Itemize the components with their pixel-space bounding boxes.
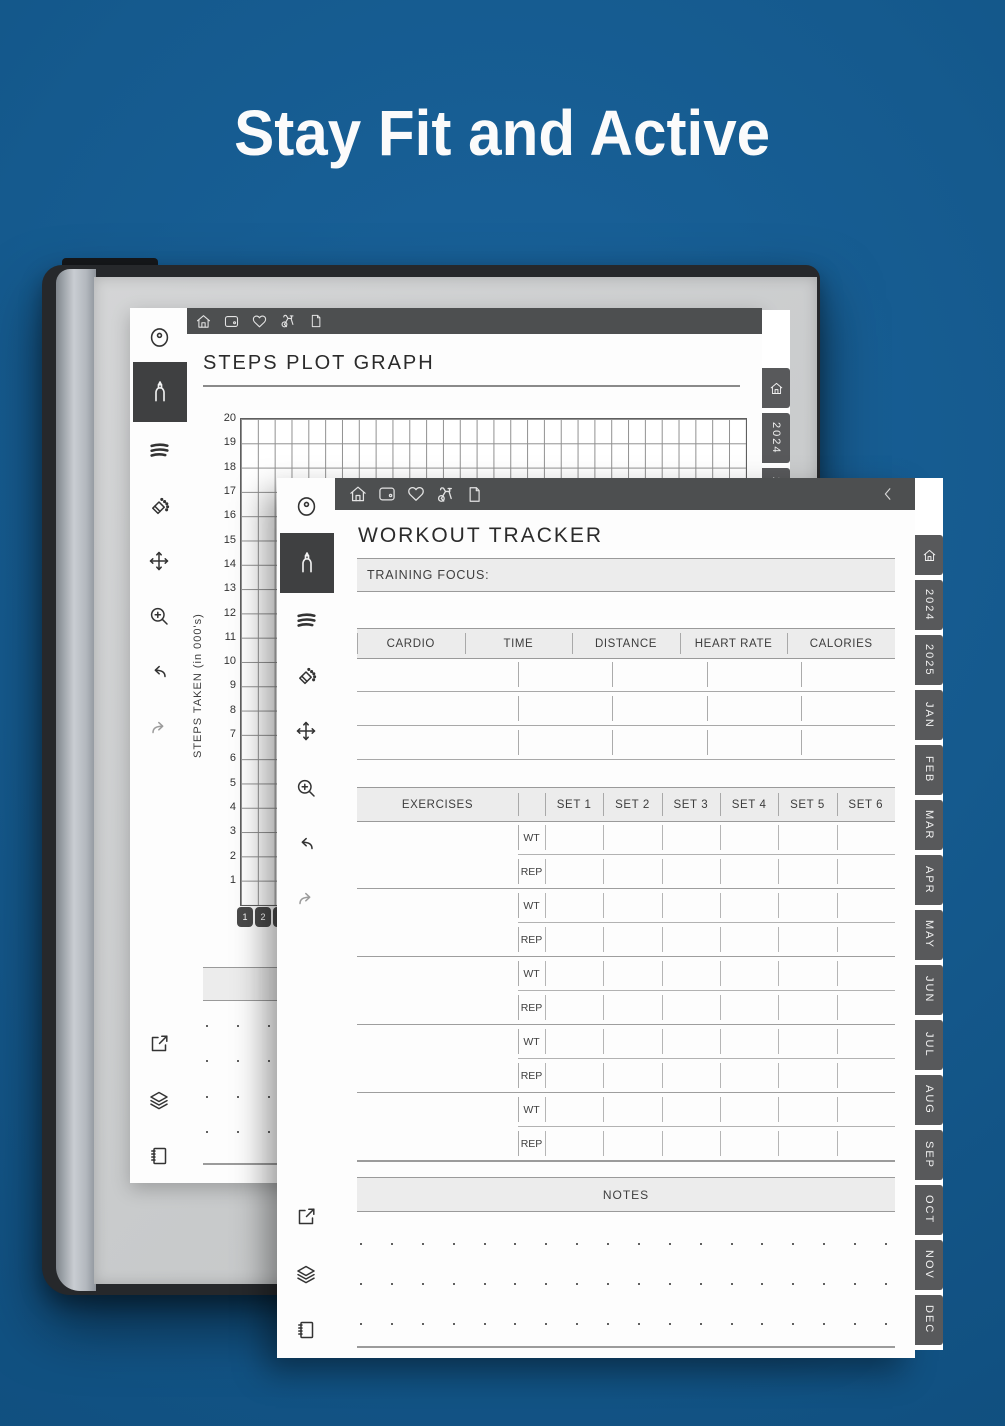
- zoom-in-tool[interactable]: [130, 603, 188, 629]
- exercise-sets: [518, 889, 895, 956]
- set-cell[interactable]: [778, 957, 836, 990]
- dot-grid-row: [360, 1240, 887, 1248]
- dot: [669, 1243, 671, 1245]
- month-tab[interactable]: NOV: [915, 1240, 943, 1290]
- dot: [514, 1243, 516, 1245]
- dot: [206, 1060, 208, 1062]
- set-cell[interactable]: [662, 1093, 720, 1126]
- month-tab[interactable]: DEC: [915, 1295, 943, 1345]
- eraser-tool[interactable]: [130, 493, 188, 519]
- dot: [237, 1060, 239, 1062]
- month-tab[interactable]: 2024: [915, 580, 943, 630]
- cardio-row: [357, 658, 895, 692]
- layers-button[interactable]: [277, 1261, 335, 1287]
- set-row-label: REP: [518, 923, 545, 956]
- dot: [391, 1323, 393, 1325]
- exercise-set-row: [518, 1093, 895, 1126]
- exercise-set-row: [518, 1058, 895, 1092]
- dot: [268, 1025, 270, 1027]
- set-cell[interactable]: [545, 821, 603, 854]
- home-icon: [769, 381, 784, 396]
- dot: [823, 1243, 825, 1245]
- export-button[interactable]: [130, 1031, 188, 1057]
- dot: [206, 1096, 208, 1098]
- dot: [700, 1323, 702, 1325]
- month-tab[interactable]: SEP: [915, 1130, 943, 1180]
- dot: [607, 1243, 609, 1245]
- cardio-cell[interactable]: [801, 692, 895, 725]
- dot: [391, 1243, 393, 1245]
- y-tick-label: 7: [229, 728, 236, 741]
- set-cell[interactable]: [603, 855, 661, 888]
- y-axis-ticks: [214, 411, 236, 887]
- month-tab[interactable]: JAN: [915, 690, 943, 740]
- set-cell[interactable]: [778, 923, 836, 956]
- dot: [792, 1283, 794, 1285]
- dot: [607, 1323, 609, 1325]
- page-title: STEPS PLOT GRAPH: [203, 352, 435, 374]
- cardio-cell[interactable]: [357, 658, 518, 691]
- set-cell[interactable]: [720, 991, 778, 1024]
- set-cell[interactable]: [778, 1093, 836, 1126]
- exercise-sets: [518, 957, 895, 1024]
- dot: [761, 1323, 763, 1325]
- marker-pen-tool[interactable]: [280, 533, 334, 593]
- exercise-group: [357, 821, 895, 888]
- set-cell[interactable]: [545, 1025, 603, 1058]
- notes-header: [357, 1177, 895, 1212]
- exercise-set-row: [518, 922, 895, 956]
- month-tab[interactable]: 2025: [915, 635, 943, 685]
- set-cell[interactable]: [603, 923, 661, 956]
- dot: [514, 1283, 516, 1285]
- home-icon[interactable]: [195, 313, 212, 330]
- set-cell[interactable]: [778, 1127, 836, 1160]
- set-header-cell: SET 4: [720, 788, 778, 821]
- month-tab[interactable]: APR: [915, 855, 943, 905]
- set-cell[interactable]: [778, 991, 836, 1024]
- home-tab[interactable]: [915, 535, 943, 575]
- dot: [761, 1283, 763, 1285]
- heart-icon[interactable]: [406, 484, 426, 504]
- workout-tracker-page: [277, 478, 935, 1358]
- y-tick-label: 8: [229, 703, 236, 716]
- hero-banner: [0, 96, 1005, 170]
- dot: [638, 1243, 640, 1245]
- set-cell[interactable]: [603, 1025, 661, 1058]
- dot: [700, 1283, 702, 1285]
- y-tick-label: 15: [223, 533, 236, 546]
- set-cell[interactable]: [603, 1127, 661, 1160]
- set-row-label: WT: [518, 1025, 545, 1058]
- set-cell[interactable]: [603, 1093, 661, 1126]
- set-cell[interactable]: [545, 923, 603, 956]
- set-cell[interactable]: [837, 991, 895, 1024]
- y-tick-label: 5: [229, 776, 236, 789]
- set-cell[interactable]: [662, 1127, 720, 1160]
- cardio-cell[interactable]: [801, 726, 895, 759]
- set-header-cell: SET 1: [545, 788, 603, 821]
- dot: [669, 1283, 671, 1285]
- set-cell[interactable]: [778, 1059, 836, 1092]
- set-cell[interactable]: [662, 923, 720, 956]
- cardio-cell[interactable]: [518, 692, 612, 725]
- exercise-name-cell[interactable]: [357, 957, 518, 1024]
- set-header-cell: SET 5: [778, 788, 836, 821]
- exercise-sets: [518, 1025, 895, 1092]
- set-cell[interactable]: [603, 1059, 661, 1092]
- set-cell[interactable]: [545, 889, 603, 922]
- dot: [453, 1323, 455, 1325]
- page-title: WORKOUT TRACKER: [358, 524, 604, 547]
- cardio-header-cell: DISTANCE: [572, 629, 680, 658]
- dot-grid-row: [360, 1280, 887, 1288]
- device-left-bezel: [56, 269, 96, 1291]
- title-underline: [203, 385, 740, 387]
- set-cell[interactable]: [662, 821, 720, 854]
- y-tick-label: 19: [223, 436, 236, 449]
- cardio-cell[interactable]: [707, 692, 801, 725]
- dot: [731, 1283, 733, 1285]
- dot: [484, 1243, 486, 1245]
- set-row-label: WT: [518, 957, 545, 990]
- cardio-cell[interactable]: [612, 726, 706, 759]
- set-header-cell: SET 3: [662, 788, 720, 821]
- y-tick-label: 18: [223, 460, 236, 473]
- exercise-set-row: [518, 1025, 895, 1058]
- month-tab[interactable]: FEB: [915, 745, 943, 795]
- zoom-in-tool[interactable]: [277, 775, 335, 801]
- set-cell[interactable]: [545, 1127, 603, 1160]
- set-cell[interactable]: [720, 1025, 778, 1058]
- set-cell[interactable]: [837, 923, 895, 956]
- notebook-button[interactable]: [130, 1143, 188, 1169]
- dot: [576, 1243, 578, 1245]
- exercise-bike-icon[interactable]: [435, 484, 456, 505]
- set-cell[interactable]: [662, 957, 720, 990]
- export-button[interactable]: [277, 1204, 335, 1230]
- y-tick-label: 3: [229, 825, 236, 838]
- set-row-label: REP: [518, 1059, 545, 1092]
- home-tab[interactable]: [762, 368, 790, 408]
- dot: [206, 1025, 208, 1027]
- y-tick-label: 20: [223, 412, 236, 424]
- dot: [638, 1283, 640, 1285]
- cardio-header-cell: CARDIO: [357, 629, 465, 658]
- y-tick-label: 4: [229, 801, 236, 813]
- ballpoint-pen-tool[interactable]: [277, 493, 335, 519]
- set-row-label: REP: [518, 855, 545, 888]
- dot: [792, 1243, 794, 1245]
- set-cell[interactable]: [778, 821, 836, 854]
- top-toolbar: [335, 478, 915, 510]
- dot: [638, 1323, 640, 1325]
- exercise-group: [357, 956, 895, 1024]
- y-tick-label: 11: [224, 630, 236, 643]
- cardio-cell[interactable]: [707, 658, 801, 691]
- exercises-header-cell: EXERCISES: [401, 798, 474, 811]
- move-tool[interactable]: [130, 548, 188, 574]
- set-cell[interactable]: [603, 957, 661, 990]
- dot: [885, 1243, 887, 1245]
- set-cell[interactable]: [837, 1059, 895, 1092]
- exercise-group: [357, 888, 895, 956]
- set-cell[interactable]: [603, 991, 661, 1024]
- tool-sidebar: [130, 308, 188, 1183]
- set-cell[interactable]: [662, 1025, 720, 1058]
- exercise-sets: [518, 1093, 895, 1160]
- set-cell[interactable]: [603, 821, 661, 854]
- cardio-cell[interactable]: [518, 658, 612, 691]
- set-cell[interactable]: [837, 1025, 895, 1058]
- set-cell[interactable]: [545, 1093, 603, 1126]
- y-tick-label: 10: [223, 655, 236, 668]
- set-cell[interactable]: [837, 855, 895, 888]
- notes-dot-grid: [360, 1240, 887, 1328]
- dot: [422, 1283, 424, 1285]
- dot: [360, 1283, 362, 1285]
- wallet-icon[interactable]: [377, 484, 397, 504]
- dot: [453, 1283, 455, 1285]
- y-tick-label: 14: [223, 557, 236, 570]
- set-cell[interactable]: [720, 1093, 778, 1126]
- set-header-cell: SET 6: [837, 788, 895, 821]
- set-cell[interactable]: [545, 855, 603, 888]
- month-tab[interactable]: JUN: [915, 965, 943, 1015]
- exercise-name-cell[interactable]: [357, 1093, 518, 1160]
- dot: [576, 1323, 578, 1325]
- y-tick-label: 13: [223, 582, 236, 595]
- dot: [514, 1323, 516, 1325]
- dot: [422, 1243, 424, 1245]
- dot: [453, 1243, 455, 1245]
- y-tick-label: 16: [223, 509, 236, 522]
- dot: [237, 1131, 239, 1133]
- set-cell[interactable]: [720, 1127, 778, 1160]
- exercise-name-cell[interactable]: [357, 1025, 518, 1092]
- dot: [237, 1025, 239, 1027]
- y-tick-label: 2: [229, 849, 236, 862]
- dot: [268, 1131, 270, 1133]
- notes-label: NOTES: [602, 1187, 650, 1202]
- cardio-cell[interactable]: [707, 726, 801, 759]
- dot: [854, 1283, 856, 1285]
- set-row-label: WT: [518, 821, 545, 854]
- dot: [731, 1323, 733, 1325]
- dot: [545, 1323, 547, 1325]
- set-cell[interactable]: [778, 1025, 836, 1058]
- set-cell[interactable]: [662, 991, 720, 1024]
- heart-icon[interactable]: [251, 313, 268, 330]
- set-cell[interactable]: [837, 957, 895, 990]
- set-cell[interactable]: [837, 1127, 895, 1160]
- exercise-set-row: [518, 1126, 895, 1160]
- set-cell[interactable]: [662, 1059, 720, 1092]
- home-icon: [922, 548, 937, 563]
- year-tab[interactable]: 2024: [762, 413, 790, 463]
- dot: [607, 1283, 609, 1285]
- y-tick-label: 9: [229, 679, 236, 692]
- cardio-cell[interactable]: [612, 658, 706, 691]
- exercise-bike-icon[interactable]: [279, 312, 297, 330]
- cardio-cell[interactable]: [518, 726, 612, 759]
- dot: [792, 1323, 794, 1325]
- dot-grid-row: [360, 1320, 887, 1328]
- dot: [885, 1323, 887, 1325]
- exercise-name-cell[interactable]: [357, 821, 518, 888]
- dot: [761, 1243, 763, 1245]
- dot: [700, 1243, 702, 1245]
- dot: [823, 1283, 825, 1285]
- y-axis-label: STEPS TAKEN (in 000's): [192, 613, 204, 758]
- exercise-group: [357, 1024, 895, 1092]
- marker-pen-tool[interactable]: [133, 362, 187, 422]
- day-chip[interactable]: 1: [237, 907, 253, 927]
- day-chip[interactable]: 2: [255, 907, 271, 927]
- set-header-cell: SET 2: [603, 788, 661, 821]
- month-tab[interactable]: JUL: [915, 1020, 943, 1070]
- hero-title: Stay Fit and Active: [234, 97, 771, 169]
- dot: [823, 1323, 825, 1325]
- cardio-header-cell: TIME: [465, 629, 573, 658]
- set-row-label: REP: [518, 1127, 545, 1160]
- set-cell[interactable]: [720, 821, 778, 854]
- set-headers: [545, 788, 895, 821]
- undo-button[interactable]: [130, 659, 188, 685]
- cardio-cell[interactable]: [357, 726, 518, 759]
- highlighter-tool[interactable]: [277, 607, 335, 633]
- dot: [545, 1243, 547, 1245]
- month-tab[interactable]: MAR: [915, 800, 943, 850]
- set-row-label: REP: [518, 991, 545, 1024]
- set-cell[interactable]: [778, 855, 836, 888]
- dot: [576, 1283, 578, 1285]
- dot: [391, 1283, 393, 1285]
- exercises-table-header: [357, 787, 895, 822]
- top-toolbar: [187, 308, 762, 334]
- training-focus-field[interactable]: [357, 558, 895, 592]
- training-focus-label: TRAINING FOCUS:: [367, 568, 490, 582]
- dot: [545, 1283, 547, 1285]
- set-row-label: WT: [518, 889, 545, 922]
- set-cell[interactable]: [545, 1059, 603, 1092]
- exercise-set-row: [518, 854, 895, 888]
- dot: [854, 1243, 856, 1245]
- set-cell[interactable]: [662, 855, 720, 888]
- layers-button[interactable]: [130, 1087, 188, 1113]
- set-cell[interactable]: [662, 889, 720, 922]
- dot: [268, 1060, 270, 1062]
- document-icon[interactable]: [308, 313, 324, 329]
- set-cell[interactable]: [720, 1059, 778, 1092]
- move-tool[interactable]: [277, 718, 335, 744]
- dot: [206, 1131, 208, 1133]
- exercise-name-cell[interactable]: [357, 889, 518, 956]
- exercise-group: [357, 1092, 895, 1160]
- cardio-row: [357, 692, 895, 726]
- dot: [237, 1096, 239, 1098]
- y-tick-label: 17: [223, 484, 236, 497]
- month-tab[interactable]: MAY: [915, 910, 943, 960]
- dot: [360, 1243, 362, 1245]
- exercise-set-row: [518, 821, 895, 854]
- wallet-icon[interactable]: [223, 313, 240, 330]
- set-row-label: WT: [518, 1093, 545, 1126]
- redo-button[interactable]: [277, 886, 335, 912]
- cardio-cell[interactable]: [612, 692, 706, 725]
- month-tab[interactable]: AUG: [915, 1075, 943, 1125]
- highlighter-tool[interactable]: [130, 437, 188, 463]
- dot: [885, 1283, 887, 1285]
- set-cell[interactable]: [545, 957, 603, 990]
- redo-button[interactable]: [130, 715, 188, 741]
- set-cell[interactable]: [720, 889, 778, 922]
- dot: [669, 1323, 671, 1325]
- dot: [484, 1283, 486, 1285]
- set-cell[interactable]: [837, 821, 895, 854]
- set-cell[interactable]: [837, 889, 895, 922]
- cardio-header-cell: HEART RATE: [680, 629, 788, 658]
- cardio-table-body: [357, 658, 895, 760]
- y-tick-label: 1: [229, 873, 236, 886]
- cardio-cell[interactable]: [357, 692, 518, 725]
- cardio-cell[interactable]: [801, 658, 895, 691]
- exercises-table-body: [357, 821, 895, 1162]
- set-cell[interactable]: [720, 855, 778, 888]
- y-tick-label: 6: [229, 752, 236, 765]
- exercises-blank-header-cell: [518, 788, 545, 821]
- dot: [268, 1096, 270, 1098]
- exercise-sets: [518, 821, 895, 888]
- exercise-set-row: [518, 957, 895, 990]
- set-cell[interactable]: [720, 957, 778, 990]
- cardio-table-header: [357, 628, 895, 659]
- ballpoint-pen-tool[interactable]: [130, 324, 188, 350]
- front-page-tab-strip: [915, 478, 943, 1350]
- month-tab[interactable]: OCT: [915, 1185, 943, 1235]
- dot: [731, 1243, 733, 1245]
- tool-sidebar: [277, 478, 335, 1358]
- notebook-button[interactable]: [277, 1317, 335, 1343]
- undo-button[interactable]: [277, 831, 335, 857]
- page-bottom-rule: [357, 1346, 895, 1348]
- cardio-row: [357, 726, 895, 760]
- dot: [360, 1323, 362, 1325]
- exercise-set-row: [518, 889, 895, 922]
- set-cell[interactable]: [603, 889, 661, 922]
- set-cell[interactable]: [545, 991, 603, 1024]
- back-chevron-icon[interactable]: [879, 485, 897, 503]
- home-icon[interactable]: [348, 484, 368, 504]
- eraser-tool[interactable]: [277, 663, 335, 689]
- month-tabs: [915, 580, 943, 1350]
- document-icon[interactable]: [465, 485, 484, 504]
- cardio-header-cell: CALORIES: [787, 629, 895, 658]
- dot: [854, 1323, 856, 1325]
- dot: [422, 1323, 424, 1325]
- exercise-set-row: [518, 990, 895, 1024]
- set-cell[interactable]: [720, 923, 778, 956]
- y-tick-label: 12: [223, 606, 236, 619]
- dot: [484, 1323, 486, 1325]
- set-cell[interactable]: [778, 889, 836, 922]
- set-cell[interactable]: [837, 1093, 895, 1126]
